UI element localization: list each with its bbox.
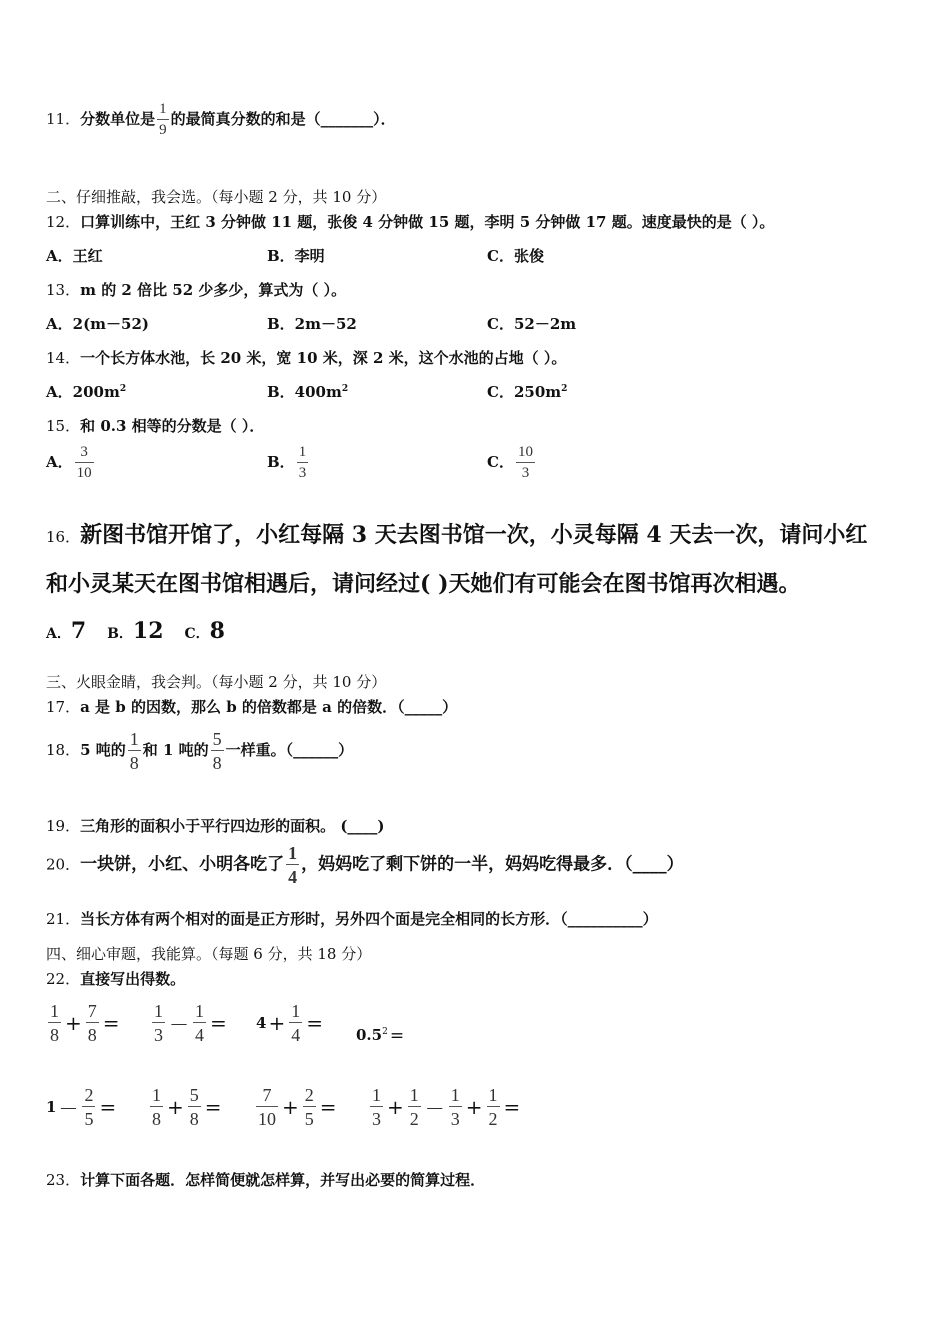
question-14 [46, 347, 566, 368]
q17-number: 17． [46, 698, 81, 716]
q13-option-c[interactable]: C．52－2m [487, 315, 577, 333]
question-11 [46, 102, 396, 138]
q21-number: 21． [46, 910, 81, 928]
question-21 [46, 908, 658, 929]
q15-number: 15． [46, 417, 81, 435]
question-16-line-1 [46, 518, 867, 549]
q14-option-c[interactable]: C．$250m^2$ [487, 383, 568, 401]
q13-text: m 的 2 倍比 52 少多少，算式为（ ）。 [80, 281, 347, 299]
question-12 [46, 211, 774, 232]
q12-option-b[interactable]: B．李明 [267, 247, 325, 265]
q12-option-a[interactable]: A．王红 [46, 247, 103, 265]
question-19 [46, 815, 385, 836]
q16-option-b[interactable]: B．12 [107, 618, 164, 644]
q20-text-2: ，妈妈吃了剩下饼的一半，妈妈吃得最多．（____） [301, 854, 684, 875]
question-20 [46, 844, 684, 886]
q19-number: 19． [46, 817, 81, 835]
q23-text: 计算下面各题．怎样简便就怎样算，并写出必要的简算过程． [80, 1171, 486, 1189]
section-4-heading: 四、细心审题，我能算。（每题 6 分，共 18 分） [46, 945, 372, 963]
q18-fraction-1: $\frac{1}{8}$ [129, 729, 139, 773]
q11-text-b: 的最简真分数的和是（_______）． [170, 110, 396, 128]
section-2-heading: 二、仔细推敲，我会选。（每小题 2 分，共 10 分） [46, 188, 387, 206]
question-17 [46, 696, 457, 717]
q22-expr-2-4: $\frac{1}{3}$ + $\frac{1}{2}$ － $\frac{1}{3}$ + $\frac{1}{2}$ = [372, 1085, 521, 1129]
question-18 [46, 730, 353, 772]
q11-text-a: 分数单位是 [80, 110, 156, 128]
q18-fraction-2: $\frac{5}{8}$ [212, 729, 222, 773]
q18-text-1: 5 吨的 [80, 741, 126, 759]
q13-option-b[interactable]: B．2m－52 [267, 315, 357, 333]
q15-option-c[interactable]: C． $\frac{10}{3}$ [487, 444, 533, 481]
q21-text: 当长方体有两个相对的面是正方形时，另外四个面是完全相同的长方形．（__________） [80, 910, 658, 928]
question-22 [46, 968, 185, 989]
q14-option-a[interactable]: A．$200m^2$ [46, 383, 127, 401]
q12-option-c[interactable]: C．张俊 [487, 247, 544, 265]
q14-text: 一个长方体水池，长 20 米，宽 10 米，深 2 米，这个水池的占地（ ）。 [80, 349, 567, 367]
q16-options [46, 618, 225, 644]
q18-number: 18． [46, 741, 81, 759]
q14-option-b[interactable]: B．$400m^2$ [267, 383, 349, 401]
q20-text-1: 一块饼，小红、小明各吃了 [80, 854, 285, 875]
q22-expr-1-2: $\frac{1}{3}$ － $\frac{1}{4}$ = [154, 1001, 227, 1045]
q22-expr-1-4: $0.5^2$ = [356, 1026, 405, 1046]
q22-expr-1-1: $\frac{1}{8}$ + $\frac{7}{8}$ = [50, 1001, 120, 1045]
q11-number: 11． [46, 110, 81, 128]
q16-option-c[interactable]: C．8 [184, 618, 225, 644]
q11-fraction: $\frac{1}{9}$ [159, 101, 167, 138]
q12-number: 12． [46, 213, 81, 231]
q22-number: 22． [46, 970, 81, 988]
q15-option-b[interactable]: B． $\frac{1}{3}$ [267, 444, 307, 481]
q15-option-a[interactable]: A． $\frac{3}{10}$ [46, 444, 92, 481]
question-23 [46, 1169, 485, 1190]
q13-number: 13． [46, 281, 81, 299]
q22-expr-1-3: 4 + $\frac{1}{4}$ = [256, 1001, 323, 1045]
q12-text: 口算训练中，王红 3 分钟做 11 题，张俊 4 分钟做 15 题，李明 5 分钟做 17 题。速度最快的是（ ）。 [80, 213, 775, 231]
question-13 [46, 279, 346, 300]
q22-expr-2-3: $\frac{7}{10}$ + $\frac{2}{5}$ = [258, 1085, 337, 1129]
q22-expr-2-2: $\frac{1}{8}$ + $\frac{5}{8}$ = [152, 1085, 222, 1129]
q16-number: 16． [46, 528, 81, 546]
q23-number: 23． [46, 1171, 81, 1189]
q19-text: 三角形的面积小于平行四边形的面积。 (____) [80, 817, 385, 835]
q18-text-3: 一样重。（______） [225, 741, 354, 759]
q18-text-2: 和 1 吨的 [142, 741, 209, 759]
q15-text: 和 0.3 相等的分数是（ ）． [80, 417, 265, 435]
section-3-heading: 三、火眼金睛，我会判。（每小题 2 分，共 10 分） [46, 673, 387, 691]
q13-option-a[interactable]: A．2(m－52) [46, 315, 150, 333]
q20-number: 20． [46, 855, 81, 874]
q16-text-line-2: 和小灵某天在图书馆相遇后，请问经过( )天她们有可能会在图书馆再次相遇。 [46, 571, 801, 597]
q22-expr-2-1: 1 － $\frac{2}{5}$ = [46, 1085, 117, 1129]
question-15 [46, 415, 264, 436]
q20-fraction: $\frac{1}{4}$ [288, 843, 298, 887]
q16-text-line-1: 新图书馆开馆了，小红每隔 3 天去图书馆一次，小灵每隔 4 天去一次，请问小红 [80, 522, 868, 548]
q16-option-a[interactable]: A．7 [46, 618, 87, 644]
q22-text: 直接写出得数。 [80, 970, 186, 988]
q17-text: a 是 b 的因数，那么 b 的倍数都是 a 的倍数．（_____） [80, 698, 458, 716]
q14-number: 14． [46, 349, 81, 367]
